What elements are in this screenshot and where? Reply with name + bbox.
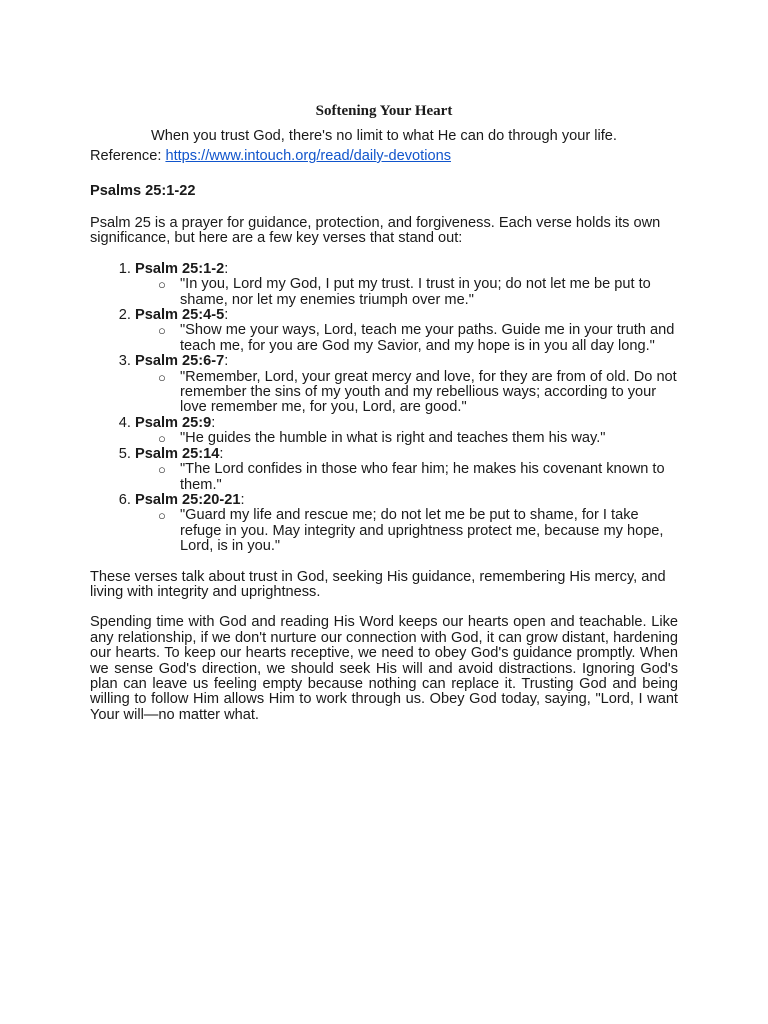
verse-quote-list xyxy=(135,508,678,554)
verse-ref-colon: : xyxy=(211,414,216,431)
verse-quote: "Guard my life and rescue me; do not let me be put to shame, for I take refuge in you. May integrity and uprightness protect me, because my hope, Lord, is in you." xyxy=(180,507,664,555)
verse-quote: "In you, Lord my God, I put my trust. I trust in you; do not let me be put to shame, nor let my enemies triumph over me." xyxy=(180,276,651,308)
verse-item xyxy=(135,493,678,555)
verse-reference: Psalm 25:1-2 xyxy=(135,260,225,277)
hollow-bullet-icon: ○ xyxy=(158,323,166,339)
reference-label: Reference: xyxy=(90,148,166,164)
hollow-bullet-icon: ○ xyxy=(158,277,166,293)
verse-quote-list xyxy=(135,370,678,416)
verse-quote-list xyxy=(135,277,678,308)
verse-quote-item xyxy=(158,368,678,416)
verse-quote: "Show me your ways, Lord, teach me your paths. Guide me in your truth and teach me, for you are God my Savior, and my hope is in you all day long." xyxy=(180,322,675,354)
intro-paragraph: Psalm 25 is a prayer for guidance, protection, and forgiveness. Each verse holds its own significance, but here are a few key verses that stand out: xyxy=(90,215,661,247)
verse-item xyxy=(135,416,678,447)
verse-quote-item xyxy=(158,461,678,493)
hollow-bullet-icon: ○ xyxy=(158,508,166,524)
verse-ref-colon: : xyxy=(224,353,229,370)
verse-quote-item xyxy=(158,276,678,308)
document-subtitle: When you trust God, there's no limit to what He can do through your life. xyxy=(151,128,617,144)
verse-reference: Psalm 25:20-21 xyxy=(135,491,241,508)
verse-reference: Psalm 25:9 xyxy=(135,414,212,431)
verse-list xyxy=(90,262,678,555)
reference-link[interactable]: https://www.intouch.org/read/daily-devotions xyxy=(165,148,451,164)
verse-ref-colon: : xyxy=(240,491,245,508)
verse-quote: "The Lord confides in those who fear him; he makes his covenant known to them." xyxy=(180,461,665,493)
verse-quote-item xyxy=(158,430,678,447)
document-body xyxy=(90,101,678,723)
verse-reference: Psalm 25:14 xyxy=(135,445,220,462)
reference-line xyxy=(90,146,678,166)
verse-quote: "He guides the humble in what is right and teaches them his way." xyxy=(180,430,606,447)
verse-quote: "Remember, Lord, your great mercy and love, for they are from of old. Do not remember the sins of my youth and my rebellious ways; according to your love remember me, for you, Lord, are good." xyxy=(180,368,677,416)
verse-item xyxy=(135,447,678,493)
hollow-bullet-icon: ○ xyxy=(158,369,166,385)
verse-item xyxy=(135,354,678,416)
verse-quote-item xyxy=(158,322,678,354)
document-title: Softening Your Heart xyxy=(315,103,453,119)
verse-ref-colon: : xyxy=(224,307,229,324)
verse-ref-colon: : xyxy=(224,260,229,277)
verse-quote-list xyxy=(135,323,678,354)
verse-quote-list xyxy=(135,462,678,493)
hollow-bullet-icon: ○ xyxy=(158,462,166,478)
verse-ref-colon: : xyxy=(219,445,224,462)
verse-reference: Psalm 25:6-7 xyxy=(135,353,225,370)
verse-reference: Psalm 25:4-5 xyxy=(135,307,225,324)
verse-quote-item xyxy=(158,507,678,555)
hollow-bullet-icon: ○ xyxy=(158,431,166,447)
passage-heading: Psalms 25:1-22 xyxy=(90,183,196,199)
verse-quote-list xyxy=(135,431,678,446)
closing-paragraph: Spending time with God and reading His Word keeps our hearts open and teachable. Like any relationship, if we don't nurture our connection with God, it can grow distant, hardening our hearts. To keep our hearts receptive, we need to obey God's guidance promptly. When we sense God's direction, we should seek His will and avoid distractions. Ignoring God's plan can leave us feeling empty because nothing can replace it. Trusting God and being willing to follow Him allows Him to work through us. Obey God today, saying, "Lord, I want Your will—no matter what. xyxy=(90,614,678,723)
verse-item xyxy=(135,262,678,308)
verse-item xyxy=(135,308,678,354)
summary-paragraph: These verses talk about trust in God, seeking His guidance, remembering His mercy, and living with integrity and uprightness. xyxy=(90,568,666,600)
